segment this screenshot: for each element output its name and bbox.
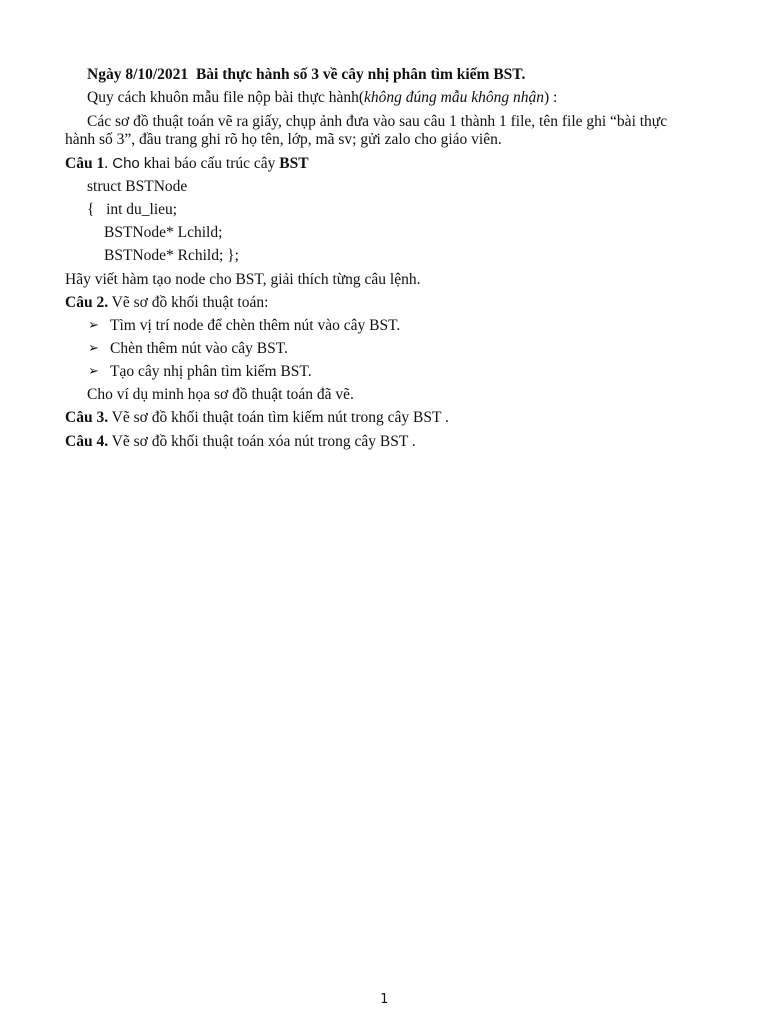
instructions-line-2: hành số 3”, đầu trang ghi rõ họ tên, lớp, mã sv; gửi zalo cho giáo viên. <box>65 131 502 148</box>
question-1-text: hai báo cấu trúc cây <box>151 155 280 172</box>
format-note-prefix: Quy cách khuôn mẫu file nộp bài thực hành( <box>87 89 364 106</box>
question-4-text: Vẽ sơ đồ khối thuật toán xóa nút trong cây BST . <box>108 433 416 450</box>
code-line-3: BSTNode* Lchild; <box>104 224 223 241</box>
question-3-label: Câu 3. <box>65 409 109 426</box>
question-2-label: Câu 2. <box>65 294 109 311</box>
page-number: 1 <box>380 992 388 1007</box>
question-2-item-3: Tạo cây nhị phân tìm kiếm BST. <box>110 363 312 380</box>
question-1-heading <box>65 154 309 174</box>
question-2-item-1: Tìm vị trí node để chèn thêm nút vào cây BST. <box>110 317 401 334</box>
question-1-task: Hãy viết hàm tạo node cho BST, giải thích từng câu lệnh. <box>65 271 421 288</box>
question-4 <box>65 432 416 452</box>
question-2-text: Vẽ sơ đồ khối thuật toán: <box>108 294 269 311</box>
question-3-text: Vẽ sơ đồ khối thuật toán tìm kiếm nút trong cây BST . <box>108 409 449 426</box>
bullet-arrow-icon: ➢ <box>88 341 99 356</box>
bullet-arrow-icon: ➢ <box>88 318 99 333</box>
bullet-arrow-icon: ➢ <box>88 364 99 379</box>
format-note-italic: không đúng mẫu không nhận <box>364 89 544 106</box>
code-line-2: { int du_lieu; <box>87 201 178 218</box>
code-line-1: struct BSTNode <box>87 178 188 195</box>
title-date: Ngày 8/10/2021 <box>87 66 189 83</box>
question-1-bold-tail: BST <box>279 155 309 172</box>
question-2-example: Cho ví dụ minh họa sơ đồ thuật toán đã vẽ. <box>87 386 354 403</box>
question-4-label: Câu 4. <box>65 433 109 450</box>
format-note <box>87 88 557 108</box>
document-title <box>87 65 525 85</box>
instructions-line-1: Các sơ đồ thuật toán vẽ ra giấy, chụp ảnh đưa vào sau câu 1 thành 1 file, tên file ghi “bài thực <box>87 113 668 130</box>
question-2-item-2: Chèn thêm nút vào cây BST. <box>110 340 288 357</box>
question-1-text-sans: Cho k <box>108 155 152 172</box>
format-note-suffix: ) : <box>543 89 558 106</box>
question-1-label: Câu 1 <box>65 155 105 172</box>
question-1-sep: . <box>104 155 109 172</box>
code-line-4: BSTNode* Rchild; }; <box>104 247 239 264</box>
question-3 <box>65 408 449 428</box>
question-2-heading <box>65 293 268 313</box>
title-heading: Bài thực hành số 3 về cây nhị phân tìm kiếm BST. <box>195 66 526 83</box>
